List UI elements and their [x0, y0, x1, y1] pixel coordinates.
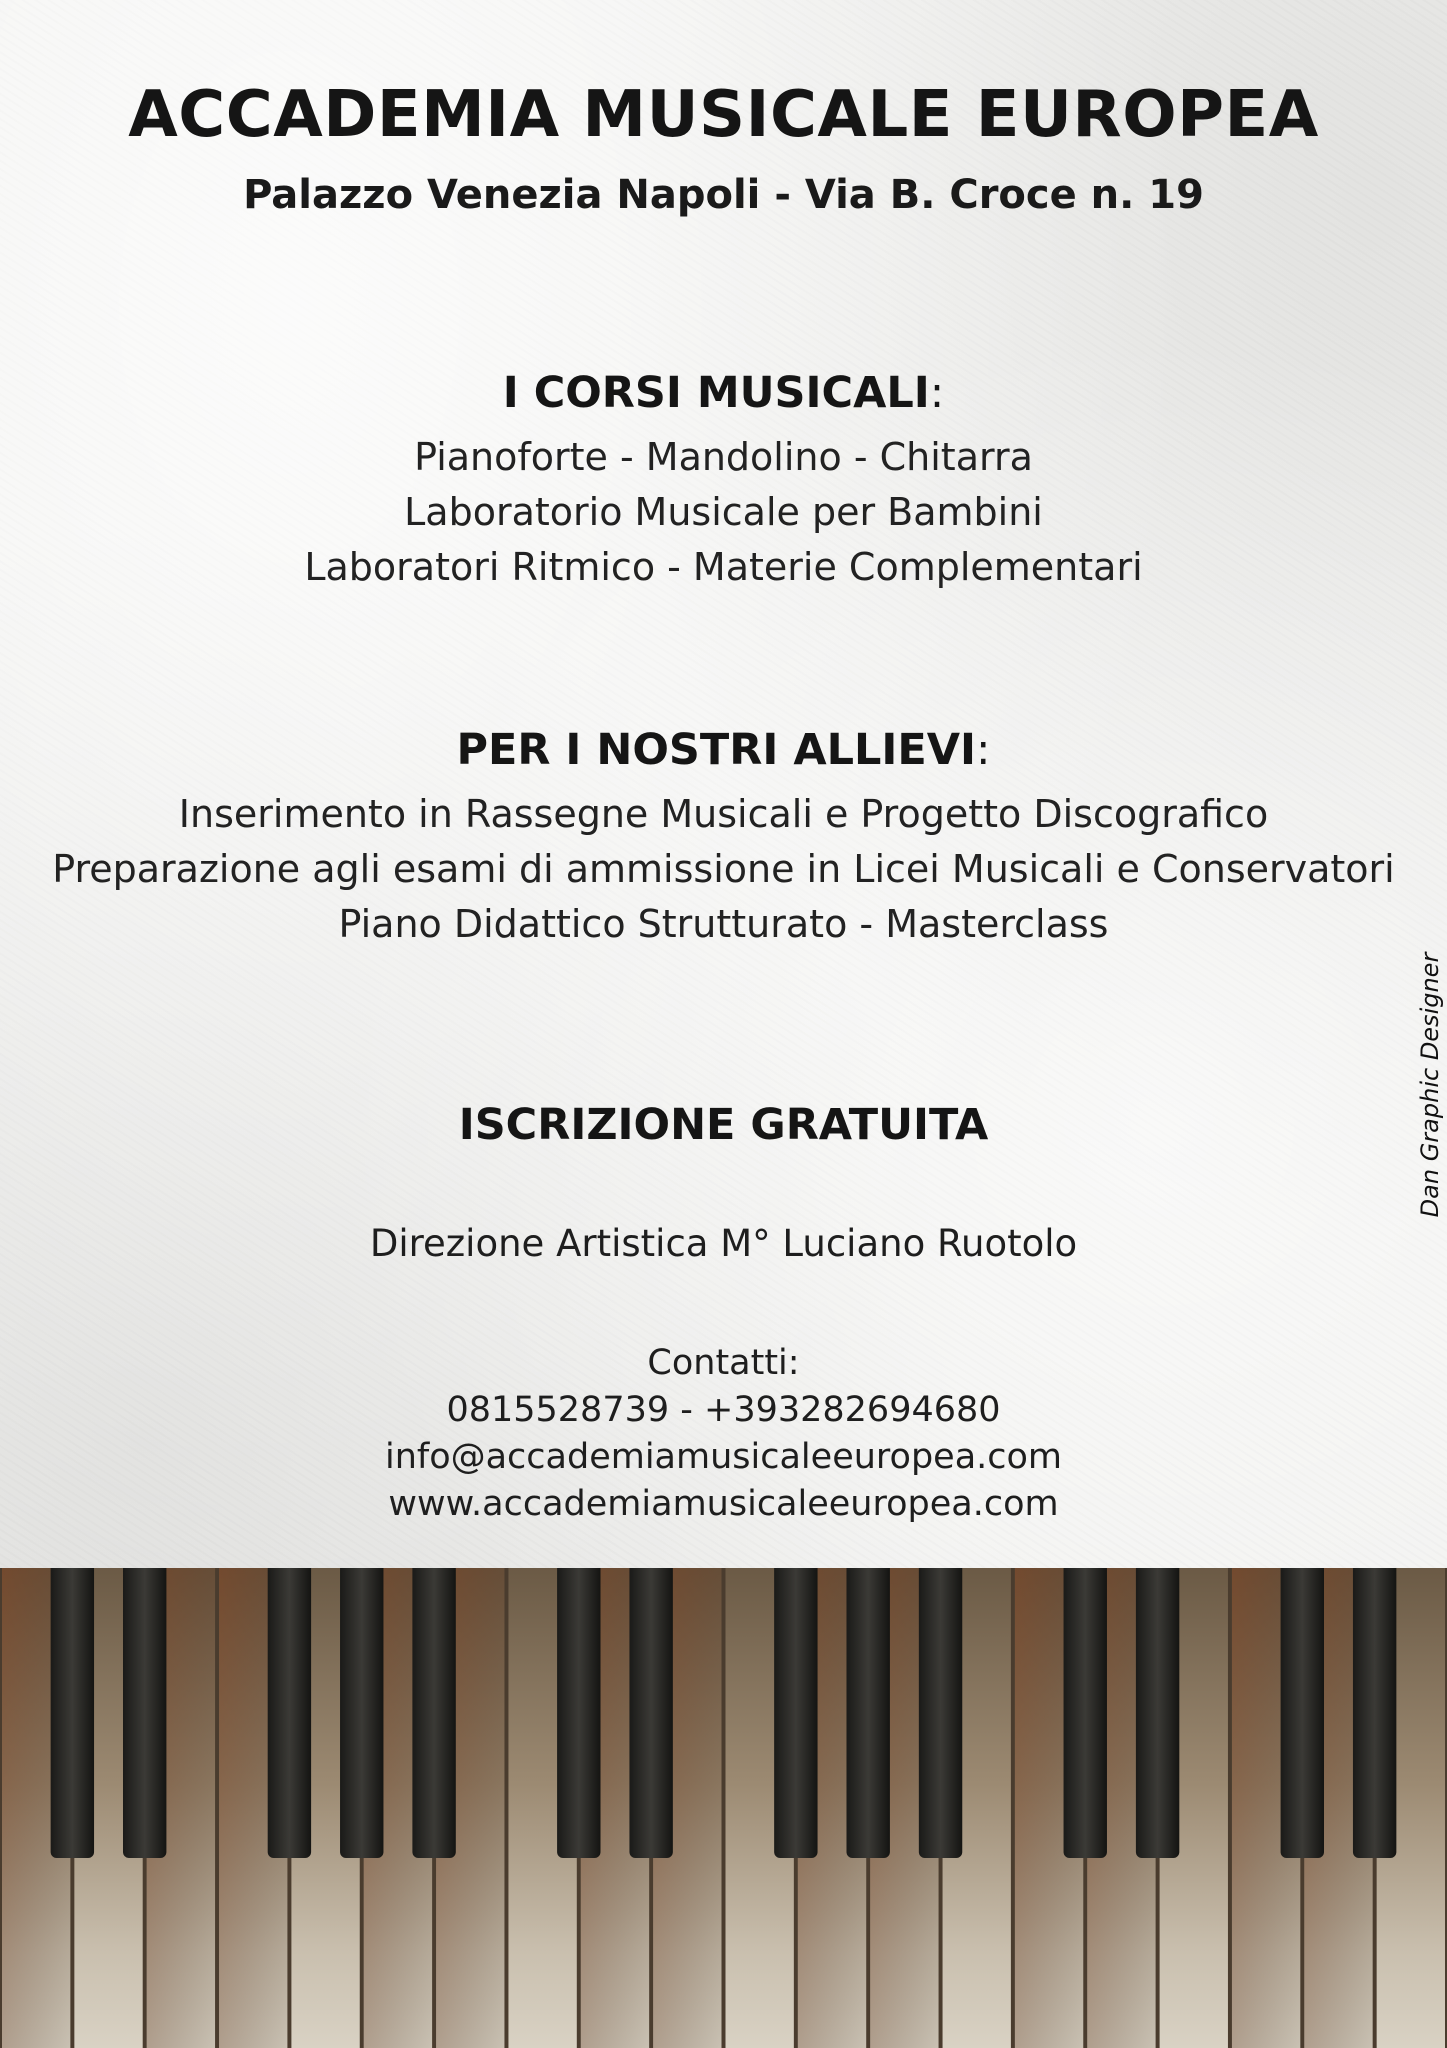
heading-colon: :	[976, 725, 991, 775]
contacts-label: Contatti:	[647, 1343, 800, 1383]
courses-heading-text: I CORSI MUSICALI	[502, 368, 930, 418]
contacts-phones: 0815528739 - +393282694680	[446, 1390, 1001, 1430]
courses-heading	[0, 368, 1447, 418]
designer-credit: Dan Graphic Designer	[1416, 952, 1444, 1218]
student-line: Preparazione agli esami di ammissione in Licei Musicali e Conservatori	[52, 847, 1395, 891]
piano-black-key	[123, 1568, 166, 1858]
students-heading	[0, 725, 1447, 775]
piano-black-key	[1353, 1568, 1396, 1858]
piano-black-key	[629, 1568, 672, 1858]
enrollment-heading: ISCRIZIONE GRATUITA	[458, 1100, 989, 1150]
piano-black-key	[1064, 1568, 1107, 1858]
artistic-direction: Direzione Artistica M° Luciano Ruotolo	[369, 1222, 1078, 1265]
student-line: Inserimento in Rassegne Musicali e Progetto Discografico	[178, 792, 1269, 836]
course-line: Laboratorio Musicale per Bambini	[404, 490, 1043, 534]
course-line: Laboratori Ritmico - Materie Complementari	[304, 545, 1143, 589]
piano-black-key	[340, 1568, 383, 1858]
contacts-section	[0, 1340, 1447, 1528]
piano-black-key	[51, 1568, 94, 1858]
piano-keys-image	[0, 1568, 1447, 2048]
courses-section	[0, 368, 1447, 595]
piano-black-key	[1281, 1568, 1324, 1858]
piano-black-key	[412, 1568, 455, 1858]
contacts-email[interactable]: info@accademiamusicaleeuropea.com	[384, 1437, 1063, 1477]
page-title: ACCADEMIA MUSICALE EUROPEA	[128, 78, 1319, 152]
heading-colon: :	[929, 368, 945, 418]
piano-black-key	[557, 1568, 600, 1858]
course-line: Pianoforte - Mandolino - Chitarra	[414, 435, 1033, 479]
contacts-website[interactable]: www.accademiamusicaleeuropea.com	[388, 1484, 1059, 1524]
piano-keys-illustration	[0, 1568, 1447, 2048]
piano-black-key	[268, 1568, 311, 1858]
piano-black-key	[774, 1568, 817, 1858]
students-section	[0, 725, 1447, 952]
piano-black-key	[846, 1568, 889, 1858]
students-heading-text: PER I NOSTRI ALLIEVI	[456, 725, 977, 775]
piano-black-key	[1136, 1568, 1179, 1858]
student-line: Piano Didattico Strutturato - Masterclass	[338, 902, 1109, 946]
address: Palazzo Venezia Napoli - Via B. Croce n. 19	[243, 172, 1204, 218]
piano-black-key	[919, 1568, 962, 1858]
